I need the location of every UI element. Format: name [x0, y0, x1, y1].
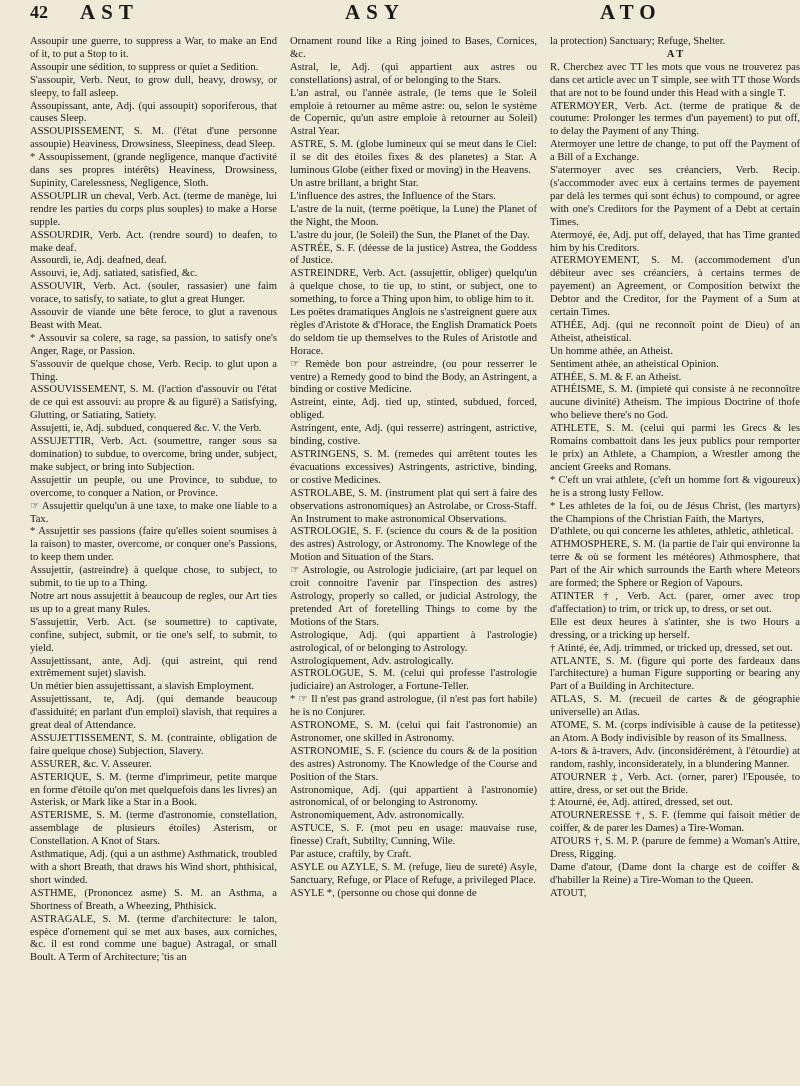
dictionary-entry: S'assouvir de quelque chose, Verb. Recip. to glut upon a Thing.: [30, 358, 277, 383]
dictionary-entry: ATERMOYER, Verb. Act. (terme de pratique & de coutume: Prolonger les termes d'un payement) to put off, to delay the Payment of any Thing.: [550, 100, 800, 138]
dictionary-entry: S'assujettir, Verb. Act. (se soumettre) to captivate, confine, subject, submit, or tie one's self, to submit, to yield.: [30, 616, 277, 654]
dictionary-entry: Assouvir de viande une bête feroce, to glut a ravenous Beast with Meat.: [30, 307, 277, 331]
dictionary-entry: Astreint, einte, Adj. tied up, stinted, subdued, forced, obliged.: [290, 397, 537, 422]
dictionary-entry: ASTREINDRE, Verb. Act. (assujettir, obliger) quelqu'un à quelque chose, to tie up, to stint, or subject, one to something, to force a Thing upon him, to oblige him to it.: [290, 268, 537, 306]
dictionary-entry: ASSOURDIR, Verb. Act. (rendre sourd) to deafen, to make deaf.: [30, 229, 277, 254]
dictionary-entry: Un métier bien assujettissant, a slavish Employment.: [30, 681, 255, 693]
dictionary-entry: * Les athletes de la foi, ou de Jésus Christ, (les martyrs) the Champions of the Christian Faith, the Martyrs,: [550, 500, 800, 525]
dictionary-entry: Assujettir un peuple, ou une Province, to subdue, to overcome, to conquer a Nation, or Province.: [30, 474, 277, 499]
dictionary-entry: Assoupir une guerre, to suppress a War, to make an End of it, to put a Stop to it.: [30, 36, 277, 60]
dictionary-entry: ATHÉISME, S. M. (impieté qui consiste à ne reconnoître aucune divinité) Atheism. The impious Doctrine of thofe who believe there's no God.: [550, 384, 800, 422]
dictionary-entry: L'an astral, ou l'année astrale, (le tems que le Soleil emploie à retourner au même astre: ou, selon le système de Copernic, qu'un astre emploie à retourner au Soleil) Astral Year.: [290, 87, 537, 138]
dictionary-entry: Un astre brillant, a bright Star.: [290, 177, 419, 189]
dictionary-entry: Astrologiquement, Adv. astrologically.: [290, 655, 454, 667]
column-right: [550, 36, 800, 1076]
dictionary-entry: L'influence des astres, the Influence of the Stars.: [290, 190, 496, 202]
dictionary-entry: ATLAS, S. M. (recueil de cartes & de géographie universelle) an Atlas.: [550, 694, 800, 719]
dictionary-entry: Un homme athée, an Atheist.: [550, 345, 673, 357]
dictionary-entry: ASTRINGENS, S. M. (remedes qui arrêtent toutes les évacuations excessives) Astringents, astrictive, binding, or costive Medicines.: [290, 449, 537, 486]
header-center: ASY: [345, 0, 406, 24]
dictionary-entry: Assourdi, ie, Adj. deafned, deaf.: [30, 255, 167, 267]
dictionary-entry: Astronomiquement, Adv. astronomically.: [290, 810, 465, 822]
dictionary-entry: ASTERISME, S. M. (terme d'astronomie, constellation, assemblage de plusieurs étoiles) Asterism, or Constellation. A Knot of Stars.: [30, 810, 277, 848]
dictionary-entry: ASTHME, (Prononcez asme) S. M. an Asthma, a Shortness of Breath, a Wheezing, Phthisick.: [30, 887, 277, 912]
dictionary-entry: ASTROLOGUE, S. M. (celui qui professe l'astrologie judiciaire) an Astrologer, a Fortune-Teller.: [290, 668, 537, 693]
dictionary-entry: ASTRÉE, S. F. (déesse de la justice) Astrea, the Goddess of Justice.: [290, 242, 537, 267]
dictionary-entry: Assoupir une sédition, to suppress or quiet a Sedition.: [30, 61, 259, 73]
dictionary-entry: Assouvi, ie, Adj. satiated, satisfied, &c.: [30, 268, 198, 280]
dictionary-entry: ASSUJETTISSEMENT, S. M. (contrainte, obligation de faire quelque chose) Subjection, Slavery.: [30, 732, 277, 757]
dictionary-entry: ASTROLABE, S. M. (instrument plat qui sert à faire des observations astronomiques) an Astrolabe, or Cross-Staff. An Instrument to make astronomical Observations.: [290, 487, 537, 525]
dictionary-entry: Assujettissant, ante, Adj. (qui astreint, qui rend extrêmement sujet) slavish.: [30, 655, 277, 680]
dictionary-entry: ATHMOSPHERE, S. M. (la partie de l'air qui environne la terre & où se forment les météores) Athmosphere, that Part of the Air which surrounds the Earth where Meteors are formed; the Sphere or Region of Vapours.: [550, 539, 800, 590]
dictionary-entry: ASTERIQUE, S. M. (terme d'imprimeur, petite marque en forme d'étoile qu'on met quelquefois dans les livres) an Asterisk, or Mark like a Star in a Book.: [30, 771, 277, 809]
dictionary-entry: R. Cherchez avec TT les mots que vous ne trouverez pas dans cet article avec un T simple, see with TT those Words that are not to be found under this Head with a single T.: [550, 61, 800, 99]
dictionary-entry: Atermoyer une lettre de change, to put off the Payment of a Bill of a Exchange.: [550, 139, 800, 164]
dictionary-entry: ATOURNER ‡, Verb. Act. (orner, parer) l'Epousée, to attire, dress, or set out the Bride.: [550, 771, 800, 796]
dictionary-entry: A-tors & à-travers, Adv. (inconsidérément, à l'étourdie) at random, rashly, inconsiderately, in a blundering Manner.: [550, 745, 800, 770]
dictionary-entry: L'astre de la nuit, (terme poëtique, la Lune) the Planet of the Night, the Moon.: [290, 203, 537, 228]
dictionary-entry: ‡ Atourné, ée, Adj. attired, dressed, set out.: [550, 797, 733, 809]
dictionary-entry: ASSURER, &c. V. Asseurer.: [30, 758, 152, 770]
dictionary-entry: Ornament round like a Ring joined to Bases, Cornices, &c.: [290, 36, 537, 60]
dictionary-entry: ASTRONOMIE, S. F. (science du cours & de la position des astres) Astronomy. The Knowledge of the Course and Position of the Stars.: [290, 745, 537, 783]
dictionary-entry: Notre art nous assujettit à beaucoup de regles, our Art ties us up to a great many Rules.: [30, 590, 277, 615]
dictionary-entry: ASSOUPISSEMENT, S. M. (l'état d'une personne assoupie) Heaviness, Drowsiness, Sleepiness, dead Sleep.: [30, 126, 277, 151]
dictionary-entry: Sentiment athée, an atheistical Opinion.: [550, 358, 719, 370]
dictionary-entry: ☞ Remède bon pour astreindre, (ou pour resserrer le ventre) a Remedy good to bind the Body, an Astringent, a binding or costive Medicine.: [290, 358, 537, 396]
dictionary-entry: ASTUCE, S. F. (mot peu en usage: mauvaise ruse, finesse) Craft, Subtilty, Cunning, Wile.: [290, 823, 537, 848]
dictionary-entry: Assujettissant, te, Adj. (qui demande beaucoup d'assiduité; en parlant d'un emploi) slavish, that requires a great deal of Attendance.: [30, 694, 277, 732]
header-left: AST: [80, 0, 139, 24]
dictionary-entry: ASYLE *, (personne ou chose qui donne de: [290, 887, 477, 899]
dictionary-entry: ATHÉE, Adj. (qui ne reconnoît point de Dieu) of an Atheist, atheistical.: [550, 319, 800, 344]
dictionary-entry: * ☞ Il n'est pas grand astrologue, (il n'est pas fort habile) he is no Conjurer.: [290, 694, 537, 719]
dictionary-entry: Elle est deux heures à s'atinter, she is two Hours a dressing, or a tricking up herself.: [550, 616, 800, 641]
dictionary-entry: Dame d'atour, (Dame dont la charge est de coiffer & d'habiller la Reine) a Tire-Woman to the Queen.: [550, 862, 800, 886]
dictionary-entry: Assujetti, ie, Adj. subdued, conquered &c. V. the Verb.: [30, 423, 262, 435]
dictionary-entry: ATOME, S. M. (corps indivisible à cause de la petitesse) an Atom. A Body indivisible by reason of its Smallness.: [550, 720, 800, 744]
dictionary-entry: † Atinté, ée, Adj. trimmed, or tricked up, dressed, set out.: [550, 642, 793, 654]
column-left: [30, 36, 277, 1076]
dictionary-entry: ASTRAGALE, S. M. (terme d'architecture: le talon, espèce d'ornement qui se met aux bases, aux corniches, &c. il est rond comme une bague) Astragal, or small Boult. A Term of Architecture; 'tis an: [30, 913, 277, 964]
dictionary-entry: Astral, le, Adj. (qui appartient aux astres ou constellations) astral, of or belonging to the Stars.: [290, 61, 537, 86]
dictionary-entry: Astronomique, Adj. (qui appartient à l'astronomie) astronomical, of or belonging to Astronomy.: [290, 784, 537, 809]
dictionary-entry: ASSOUVIR, Verb. Act. (souler, rassasier) une faim vorace, to satisfy, to satiate, to glut a great Hunger.: [30, 281, 277, 306]
running-head: [0, 0, 800, 36]
dictionary-entry: * Assouvir sa colere, sa rage, sa passion, to satisfy one's Anger, Rage, or Passion.: [30, 332, 277, 357]
dictionary-entry: ATHÉE, S. M. & F. an Atheist.: [550, 371, 682, 383]
dictionary-entry: Asthmatique, Adj. (qui a un asthme) Asthmatick, troubled with a short Breath, that draws his Wind short, phthisical, short winded.: [30, 849, 277, 886]
dictionary-entry: Assoupissant, ante, Adj. (qui assoupit) soporiferous, that causes Sleep.: [30, 100, 277, 125]
dictionary-entry: Les poëtes dramatiques Anglois ne s'astreignent guere aux règles d'Aristote & d'Horace, the English Dramatick Poets do seldom tie up themselves to the Rules of Aristotle and Horace.: [290, 307, 537, 357]
dictionary-entry: ☞ Assujettir quelqu'un à une taxe, to make one liable to a Tax.: [30, 500, 277, 525]
dictionary-entry: ASSOUPLIR un cheval, Verb. Act. (terme de manège, lui rendre les parties du corps plus souples) to make a Horse supple.: [30, 190, 277, 228]
dictionary-entry: L'astre du jour, (le Soleil) the Sun, the Planet of the Day.: [290, 229, 530, 241]
dictionary-entry: ATOUT,: [550, 887, 587, 899]
dictionary-entry: ATERMOYEMENT, S. M. (accommodement d'un débiteur avec ses créanciers, à certains termes de payement) an Agreement, or Composition betwixt the Debtor and the Creditor, for the Payment of a Sum at certain Times.: [550, 255, 800, 319]
dictionary-entry: ATOURNERESSE †, S. F. (femme qui faisoit métier de coiffer, & de parer les Dames) a Tire-Woman.: [550, 810, 800, 835]
dictionary-entry: Assujettir, (astreindre) à quelque chose, to subject, to submit, to tie up to a Thing.: [30, 565, 277, 590]
page-number: 42: [30, 2, 48, 22]
dictionary-entry: ASYLE ou AZYLE, S. M. (refuge, lieu de sureté) Asyle, Sanctuary, Refuge, or Place of Refuge, a privileged Place.: [290, 862, 537, 886]
dictionary-entry: Astringent, ente, Adj. (qui resserre) astringent, astrictive, binding, costive.: [290, 423, 537, 448]
dictionary-entry: ASTROLOGIE, S. F. (science du cours & de la position des astres) Astrology, or Astronomy. The Knowlege of the Motion and Situation of the Stars.: [290, 526, 537, 564]
dictionary-entry: S'atermoyer avec ses créanciers, Verb. Recip. (s'accommoder avec eux à certains termes de payement par delà les termes qui sont échus) to compound, or agree with one's Creditors for the Payment of a Debt at certain Times.: [550, 165, 800, 228]
dictionary-entry: ASSUJETTIR, Verb. Act. (soumettre, ranger sous sa domination) to subdue, to overcome, bring under, subject, make subject, or bring into Subjection.: [30, 436, 277, 473]
dictionary-entry: S'assoupir, Verb. Neut, to grow dull, heavy, drowsy, or sleepy, to fall asleep.: [30, 74, 277, 99]
dictionary-entry: Astrologique, Adj. (qui appartient à l'astrologie) astrological, of or belonging to Astrology.: [290, 629, 537, 654]
dictionary-entry: ☞ Astrologie, ou Astrologie judiciaire, (art par lequel on croit connoitre l'avenir par l'inspection des astres) Astrology, properly so called, or judicial Astrology, the pretended Art of foretelling Things to come by the Motions of the Stars.: [290, 565, 537, 628]
dictionary-entry: A T: [666, 48, 684, 60]
text-columns: [30, 36, 800, 1076]
dictionary-entry: * Assoupissement, (grande negligence, manque d'activité dans ses propres intérêts) Heaviness, Drowsiness, Supinity, Carelessness, Negligence, Sloth.: [30, 152, 277, 189]
dictionary-entry: ASSOUVISSEMENT, S. M. (l'action d'assouvir ou l'état de ce qui est assouvi: au propre & au figuré) a Satisfying, Glutting, or Satiating, Satiety.: [30, 384, 277, 422]
dictionary-entry: * C'eft un vrai athlete, (c'eft un homme fort & vigoureux) he is a strong lusty Fellow.: [550, 474, 800, 499]
dictionary-entry: Par astuce, craftily, by Craft.: [290, 849, 412, 861]
dictionary-entry: la protection) Sanctuary; Refuge, Shelter.: [550, 36, 726, 47]
dictionary-entry: ASTRONOME, S. M. (celui qui fait l'astronomie) an Astronomer, one skilled in Astronomy.: [290, 720, 537, 744]
dictionary-entry: ASTRE, S. M. (globe lumineux qui se meut dans le Ciel: il se dit des étoiles fixes & des planetes) a Star. A luminous Globe (either fixed or moving) in the Heavens.: [290, 139, 537, 177]
dictionary-entry: ATLANTE, S. M. (figure qui porte des fardeaux dans l'architecture) a human Figure supporting or bearing any Part of a Building in Architecture.: [550, 655, 800, 693]
dictionary-entry: ATHLETE, S. M. (celui qui parmi les Grecs & les Romains combattoit dans les jeux publics pour remporter le prix) an Athlete, a Champion, a Wrestler among the ancient Greeks and Romans.: [550, 423, 800, 473]
dictionary-entry: ATOURS †, S. M. P. (parure de femme) a Woman's Attire, Dress, Rigging.: [550, 836, 800, 861]
dictionary-entry: * Assujettir ses passions (faire qu'elles soient soumises à la raison) to master, overcome, or conquer one's Passions, to keep them under.: [30, 526, 277, 564]
dictionary-entry: ATINTER †, Verb. Act. (parer, orner avec trop d'affectation) to trim, or trick up, to dress, or set out.: [550, 590, 800, 615]
dictionary-entry: D'athlete, ou qui concerne les athletes, athletic, athletical.: [550, 526, 794, 538]
header-right: ATO: [600, 0, 662, 24]
column-middle: [290, 36, 537, 1076]
dictionary-entry: Atermoyé, ée, Adj. put off, delayed, that has Time granted him by his Creditors.: [550, 229, 800, 254]
